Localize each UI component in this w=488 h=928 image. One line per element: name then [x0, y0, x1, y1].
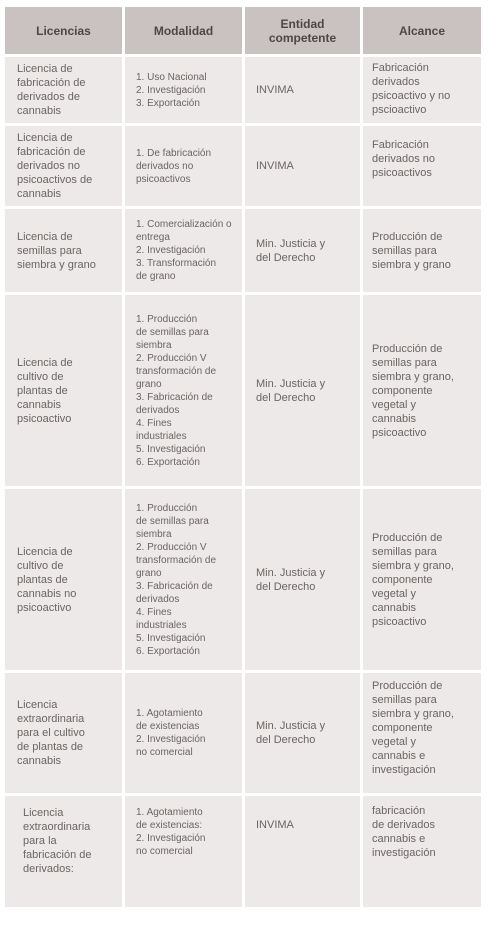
cell-alcance: Producción de semillas para siembra y grano [363, 209, 481, 292]
cell-modalidad: 1. Agotamiento de existencias 2. Investigación no comercial [125, 673, 242, 793]
cell-modalidad: 1. Uso Nacional 2. Investigación 3. Exportación [125, 57, 242, 123]
licenses-table [5, 7, 478, 907]
header-alcance: Alcance [363, 7, 481, 54]
cell-alcance: Fabricación derivados psicoactivo y no pscioactivo [363, 57, 481, 123]
cell-licencia: Licencia extraordinaria para la fabricación de derivados: [5, 796, 122, 907]
cell-entidad: Min. Justicia y del Derecho [245, 489, 360, 670]
cell-licencia: Licencia de semillas para siembra y grano [5, 209, 122, 292]
cell-licencia: Licencia de fabricación de derivados no psicoactivos de cannabis [5, 126, 122, 206]
cell-modalidad: 1. Producción de semillas para siembra 2. Producción V transformación de grano 3. Fabricación de derivados 4. Fines industriales 5. Investigación 6. Exportación [125, 295, 242, 486]
cell-alcance: fabricación de derivados cannabis e investigación [363, 796, 481, 907]
cell-modalidad: 1. Comercialización o entrega 2. Investigación 3. Transformación de grano [125, 209, 242, 292]
header-entidad: Entidad competente [245, 7, 360, 54]
cell-entidad: INVIMA [245, 126, 360, 206]
cell-modalidad: 1. De fabricación derivados no psicoactivos [125, 126, 242, 206]
cell-licencia: Licencia de cultivo de plantas de cannabis no psicoactivo [5, 489, 122, 670]
cell-alcance: Producción de semillas para siembra y grano, componente vegetal y cannabis psicoactivo [363, 489, 481, 670]
cell-licencia: Licencia de cultivo de plantas de cannabis psicoactivo [5, 295, 122, 486]
cell-entidad: Min. Justicia y del Derecho [245, 295, 360, 486]
cell-entidad: Min. Justicia y del Derecho [245, 209, 360, 292]
cell-alcance: Producción de semillas para siembra y grano, componente vegetal y cannabis e investigación [363, 673, 481, 793]
cell-alcance: Producción de semillas para siembra y grano, componente vegetal y cannabis psicoactivo [363, 295, 481, 486]
cell-licencia: Licencia de fabricación de derivados de cannabis [5, 57, 122, 123]
cell-entidad: Min. Justicia y del Derecho [245, 673, 360, 793]
cell-modalidad: 1. Producción de semillas para siembra 2. Producción V transformación de grano 3. Fabricación de derivados 4. Fines industriales 5. Investigación 6. Exportación [125, 489, 242, 670]
header-modalidad: Modalidad [125, 7, 242, 54]
cell-entidad: INVIMA [245, 796, 360, 907]
cell-licencia: Licencia extraordinaria para el cultivo de plantas de cannabis [5, 673, 122, 793]
cell-alcance: Fabricación derivados no psicoactivos [363, 126, 481, 206]
cell-entidad: INVIMA [245, 57, 360, 123]
header-licencias: Licencias [5, 7, 122, 54]
cell-modalidad: 1. Agotamiento de existencias: 2. Investigación no comercial [125, 796, 242, 907]
